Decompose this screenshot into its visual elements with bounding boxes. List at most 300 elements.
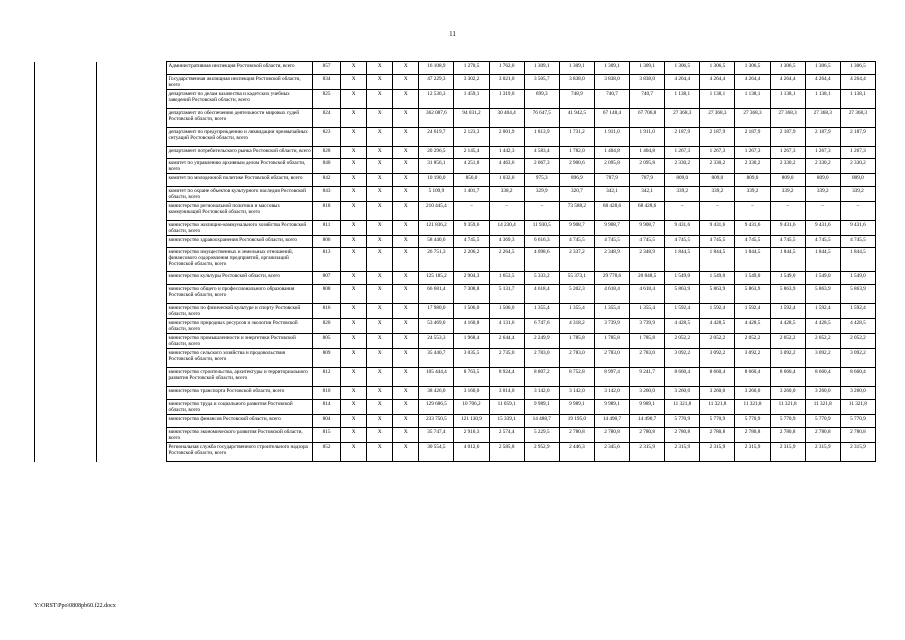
- x-mark-cell: X: [341, 334, 367, 349]
- year-value-cell: 8 660,4: [700, 368, 735, 387]
- year-value-cell: 1 401,7: [454, 187, 489, 202]
- year-value-cell: 4 264,4: [840, 75, 875, 90]
- year-value-cell: 2 348,9: [630, 248, 665, 272]
- year-value-cell: 1 404,8: [594, 147, 629, 159]
- year-value-cell: 4 745,5: [700, 236, 735, 248]
- year-value-cell: 1 138,1: [770, 90, 805, 109]
- department-name-cell: департамент по обеспечению деятельности мировых судей Ростовской области, всего: [167, 109, 313, 128]
- x-mark-cell: X: [341, 400, 367, 415]
- year-value-cell: 1 653,5: [489, 272, 524, 285]
- x-mark-cell: X: [341, 159, 367, 174]
- blank-cell: [97, 443, 167, 462]
- x-mark-cell: X: [341, 147, 367, 159]
- x-mark-cell: X: [367, 334, 393, 349]
- x-mark-cell: X: [393, 90, 419, 109]
- year-value-cell: 1 549,0: [770, 272, 805, 285]
- year-value-cell: 1 138,1: [840, 90, 875, 109]
- total-value-cell: 35 440,7: [419, 349, 454, 368]
- year-value-cell: 2 783,0: [559, 349, 594, 368]
- code-cell: 812: [312, 368, 340, 387]
- x-mark-cell: X: [393, 109, 419, 128]
- blank-cell: [97, 285, 167, 304]
- code-cell: 805: [312, 334, 340, 349]
- table-body: [35, 62, 876, 462]
- year-value-cell: –: [805, 202, 840, 221]
- blank-cell: [35, 285, 97, 304]
- blank-cell: [35, 334, 97, 349]
- x-mark-cell: X: [393, 387, 419, 400]
- year-value-cell: 3 142,0: [559, 387, 594, 400]
- year-value-cell: 4 318,2: [559, 319, 594, 334]
- year-value-cell: 2 780,8: [665, 428, 700, 443]
- year-value-cell: 9 989,1: [630, 400, 665, 415]
- x-mark-cell: X: [393, 319, 419, 334]
- blank-cell: [35, 187, 97, 202]
- year-value-cell: 3 092,2: [770, 349, 805, 368]
- blank-cell: [97, 109, 167, 128]
- year-value-cell: 11 321,8: [735, 400, 770, 415]
- code-cell: 823: [312, 128, 340, 147]
- x-mark-cell: X: [341, 368, 367, 387]
- year-value-cell: 5 863,9: [700, 285, 735, 304]
- x-mark-cell: X: [393, 334, 419, 349]
- blank-cell: [97, 272, 167, 285]
- department-name-cell: комитет по молодежной политике Ростовской области, всего: [167, 174, 313, 187]
- year-value-cell: 2 780,8: [700, 428, 735, 443]
- year-value-cell: 8 660,4: [840, 368, 875, 387]
- table-row: [35, 248, 876, 272]
- year-value-cell: 2 315,9: [700, 443, 735, 462]
- year-value-cell: 1 306,5: [665, 62, 700, 75]
- department-name-cell: министерство региональной политики и массовых коммуникаций Ростовской области, всего: [167, 202, 313, 221]
- year-value-cell: 2 264,5: [489, 248, 524, 272]
- year-value-cell: 5 770,9: [840, 415, 875, 428]
- blank-cell: [35, 75, 97, 90]
- year-value-cell: 5 770,9: [735, 415, 770, 428]
- table-row: [35, 75, 876, 90]
- year-value-cell: 699,3: [524, 90, 559, 109]
- x-mark-cell: X: [367, 387, 393, 400]
- x-mark-cell: X: [367, 147, 393, 159]
- x-mark-cell: X: [341, 236, 367, 248]
- code-cell: 840: [312, 159, 340, 174]
- year-value-cell: 27 368,3: [840, 109, 875, 128]
- year-value-cell: 11 321,8: [665, 400, 700, 415]
- year-value-cell: 6 616,3: [524, 236, 559, 248]
- year-value-cell: 975,3: [524, 174, 559, 187]
- year-value-cell: 9 989,1: [594, 400, 629, 415]
- x-mark-cell: X: [367, 415, 393, 428]
- year-value-cell: 4 618,4: [594, 285, 629, 304]
- table-row: [35, 415, 876, 428]
- year-value-cell: 1 267,3: [665, 147, 700, 159]
- year-value-cell: 1 785,8: [630, 334, 665, 349]
- year-value-cell: 94 031,2: [454, 109, 489, 128]
- blank-cell: [35, 368, 97, 387]
- total-value-cell: 5 109,9: [419, 187, 454, 202]
- year-value-cell: 3 260,0: [665, 387, 700, 400]
- year-value-cell: –: [524, 202, 559, 221]
- year-value-cell: 809,0: [840, 174, 875, 187]
- year-value-cell: 1 762,0: [489, 62, 524, 75]
- blank-cell: [35, 147, 97, 159]
- code-cell: 857: [312, 62, 340, 75]
- year-value-cell: 3 092,2: [665, 349, 700, 368]
- department-name-cell: департамент по предупреждению и ликвидации чрезвычайных ситуаций Ростовской области, всего: [167, 128, 313, 147]
- x-mark-cell: X: [367, 128, 393, 147]
- year-value-cell: 1 844,5: [805, 248, 840, 272]
- year-value-cell: 2 337,2: [559, 248, 594, 272]
- x-mark-cell: X: [367, 202, 393, 221]
- table-row: [35, 319, 876, 334]
- x-mark-cell: X: [367, 319, 393, 334]
- year-value-cell: 4 098,6: [524, 248, 559, 272]
- x-mark-cell: X: [341, 319, 367, 334]
- year-value-cell: 8 752,8: [559, 368, 594, 387]
- x-mark-cell: X: [393, 236, 419, 248]
- year-value-cell: 14 488,7: [524, 415, 559, 428]
- x-mark-cell: X: [393, 128, 419, 147]
- year-value-cell: 9 908,7: [559, 221, 594, 236]
- table-row: [35, 128, 876, 147]
- year-value-cell: 1 270,5: [454, 62, 489, 75]
- year-value-cell: 2 783,0: [630, 349, 665, 368]
- year-value-cell: 4 745,5: [454, 236, 489, 248]
- year-value-cell: 1 355,4: [630, 304, 665, 319]
- year-value-cell: 2 900,6: [559, 159, 594, 174]
- table-row: [35, 285, 876, 304]
- year-value-cell: 1 506,0: [489, 304, 524, 319]
- year-value-cell: 4 745,5: [735, 236, 770, 248]
- year-value-cell: 2 052,2: [770, 334, 805, 349]
- year-value-cell: 1 267,3: [735, 147, 770, 159]
- year-value-cell: 2 783,0: [524, 349, 559, 368]
- year-value-cell: 2 315,9: [665, 443, 700, 462]
- year-value-cell: 2 052,2: [735, 334, 770, 349]
- year-value-cell: 68 428,6: [594, 202, 629, 221]
- year-value-cell: 1 309,1: [630, 62, 665, 75]
- year-value-cell: 1 138,1: [805, 90, 840, 109]
- year-value-cell: 1 731,2: [559, 128, 594, 147]
- table-row: [35, 272, 876, 285]
- year-value-cell: 1 592,4: [770, 304, 805, 319]
- year-value-cell: 1 844,5: [700, 248, 735, 272]
- blank-cell: [35, 174, 97, 187]
- department-name-cell: министерство сельского хозяйства и продовольствия Ростовской области, всего: [167, 349, 313, 368]
- blank-cell: [35, 443, 97, 462]
- x-mark-cell: X: [341, 75, 367, 90]
- code-cell: 818: [312, 202, 340, 221]
- year-value-cell: 2 783,0: [594, 349, 629, 368]
- x-mark-cell: X: [367, 443, 393, 462]
- year-value-cell: 5 863,9: [770, 285, 805, 304]
- table-row: [35, 349, 876, 368]
- year-value-cell: 5 863,9: [805, 285, 840, 304]
- year-value-cell: 1 844,5: [735, 248, 770, 272]
- year-value-cell: 1 355,4: [594, 304, 629, 319]
- year-value-cell: 856,0: [454, 174, 489, 187]
- department-name-cell: министерство природных ресурсов и экологии Ростовской области, всего: [167, 319, 313, 334]
- year-value-cell: 5 770,9: [805, 415, 840, 428]
- code-cell: 828: [312, 147, 340, 159]
- year-value-cell: 76 647,5: [524, 109, 559, 128]
- x-mark-cell: X: [393, 248, 419, 272]
- year-value-cell: 2 904,3: [454, 272, 489, 285]
- x-mark-cell: X: [341, 62, 367, 75]
- x-mark-cell: X: [341, 90, 367, 109]
- year-value-cell: 1 911,0: [630, 128, 665, 147]
- year-value-cell: 2 348,9: [594, 248, 629, 272]
- year-value-cell: 68 428,6: [630, 202, 665, 221]
- year-value-cell: 2 780,8: [630, 428, 665, 443]
- year-value-cell: 1 459,1: [454, 90, 489, 109]
- blank-cell: [97, 202, 167, 221]
- year-value-cell: 4 251,8: [454, 159, 489, 174]
- x-mark-cell: X: [393, 400, 419, 415]
- x-mark-cell: X: [341, 285, 367, 304]
- blank-cell: [35, 319, 97, 334]
- year-value-cell: 2 780,8: [805, 428, 840, 443]
- year-value-cell: 2 330,2: [770, 159, 805, 174]
- x-mark-cell: X: [367, 159, 393, 174]
- code-cell: 816: [312, 304, 340, 319]
- year-value-cell: 2 916,3: [454, 428, 489, 443]
- x-mark-cell: X: [393, 147, 419, 159]
- year-value-cell: 2 315,9: [735, 443, 770, 462]
- total-value-cell: 26 751,3: [419, 248, 454, 272]
- blank-cell: [97, 128, 167, 147]
- x-mark-cell: X: [393, 187, 419, 202]
- year-value-cell: 2 315,9: [630, 443, 665, 462]
- year-value-cell: 1 813,9: [524, 128, 559, 147]
- x-mark-cell: X: [367, 174, 393, 187]
- year-value-cell: 9 989,1: [524, 400, 559, 415]
- code-cell: 804: [312, 415, 340, 428]
- year-value-cell: 9 431,6: [700, 221, 735, 236]
- x-mark-cell: X: [341, 187, 367, 202]
- page-number: 11: [449, 30, 456, 38]
- year-value-cell: 8 997,4: [594, 368, 629, 387]
- blank-cell: [35, 272, 97, 285]
- blank-cell: [35, 90, 97, 109]
- x-mark-cell: X: [367, 187, 393, 202]
- year-value-cell: 2 735,0: [489, 349, 524, 368]
- year-value-cell: 809,0: [665, 174, 700, 187]
- x-mark-cell: X: [367, 272, 393, 285]
- x-mark-cell: X: [341, 128, 367, 147]
- year-value-cell: 67 148,4: [594, 109, 629, 128]
- year-value-cell: 4 583,4: [524, 147, 559, 159]
- x-mark-cell: X: [393, 285, 419, 304]
- blank-cell: [35, 109, 97, 128]
- year-value-cell: 339,2: [665, 187, 700, 202]
- year-value-cell: 2 001,9: [489, 128, 524, 147]
- year-value-cell: 1 549,0: [700, 272, 735, 285]
- x-mark-cell: X: [341, 443, 367, 462]
- code-cell: 843: [312, 187, 340, 202]
- year-value-cell: 8 924,4: [489, 368, 524, 387]
- blank-cell: [97, 368, 167, 387]
- code-cell: 806: [312, 236, 340, 248]
- total-value-cell: 121 836,2: [419, 221, 454, 236]
- year-value-cell: 4 012,6: [454, 443, 489, 462]
- year-value-cell: –: [489, 202, 524, 221]
- year-value-cell: 2 052,2: [805, 334, 840, 349]
- blank-cell: [35, 387, 97, 400]
- year-value-cell: 3 739,9: [630, 319, 665, 334]
- x-mark-cell: X: [341, 428, 367, 443]
- year-value-cell: 1 442,3: [489, 147, 524, 159]
- year-value-cell: 2 446,3: [559, 443, 594, 462]
- blank-cell: [97, 387, 167, 400]
- year-value-cell: 3 021,0: [489, 75, 524, 90]
- code-cell: 842: [312, 174, 340, 187]
- table-row: [35, 428, 876, 443]
- department-name-cell: министерство по физической культуре и спорту Ростовской области, всего: [167, 304, 313, 319]
- table-row: [35, 159, 876, 174]
- year-value-cell: 4 745,5: [770, 236, 805, 248]
- total-value-cell: 20 296,5: [419, 147, 454, 159]
- year-value-cell: 3 260,0: [630, 387, 665, 400]
- year-value-cell: 4 463,6: [489, 159, 524, 174]
- year-value-cell: 1 267,3: [840, 147, 875, 159]
- blank-cell: [97, 319, 167, 334]
- year-value-cell: –: [665, 202, 700, 221]
- year-value-cell: 1 355,4: [524, 304, 559, 319]
- year-value-cell: 3 302,2: [454, 75, 489, 90]
- year-value-cell: 4 745,5: [559, 236, 594, 248]
- year-value-cell: 3 260,0: [840, 387, 875, 400]
- table-row: [35, 221, 876, 236]
- blank-cell: [35, 349, 97, 368]
- year-value-cell: 2 249,9: [524, 334, 559, 349]
- x-mark-cell: X: [341, 304, 367, 319]
- year-value-cell: 1 592,4: [735, 304, 770, 319]
- year-value-cell: 1 032,0: [489, 174, 524, 187]
- total-value-cell: 35 747,4: [419, 428, 454, 443]
- year-value-cell: 809,0: [770, 174, 805, 187]
- year-value-cell: 2 315,9: [805, 443, 840, 462]
- total-value-cell: 24 553,3: [419, 334, 454, 349]
- year-value-cell: 55 373,1: [559, 272, 594, 285]
- year-value-cell: 1 592,4: [805, 304, 840, 319]
- year-value-cell: 3 838,0: [630, 75, 665, 90]
- year-value-cell: 3 838,0: [594, 75, 629, 90]
- year-value-cell: 4 745,5: [594, 236, 629, 248]
- year-value-cell: 11 059,1: [489, 400, 524, 415]
- year-value-cell: 2 315,9: [770, 443, 805, 462]
- year-value-cell: 4 264,4: [805, 75, 840, 90]
- year-value-cell: –: [700, 202, 735, 221]
- total-value-cell: 129 686,5: [419, 400, 454, 415]
- year-value-cell: 3 260,0: [805, 387, 840, 400]
- department-name-cell: министерство промышленности и энергетики Ростовской области, всего: [167, 334, 313, 349]
- department-name-cell: министерство строительства, архитектуры и территориального развития Ростовской области, всего: [167, 368, 313, 387]
- year-value-cell: 27 368,3: [735, 109, 770, 128]
- x-mark-cell: X: [393, 75, 419, 90]
- x-mark-cell: X: [393, 221, 419, 236]
- year-value-cell: 2 095,8: [630, 159, 665, 174]
- year-value-cell: 30 404,4: [489, 109, 524, 128]
- blank-cell: [97, 236, 167, 248]
- year-value-cell: 4 264,4: [700, 75, 735, 90]
- department-name-cell: департамент потребительского рынка Ростовской области, всего: [167, 147, 313, 159]
- year-value-cell: 19 195,0: [559, 415, 594, 428]
- department-name-cell: департамент по делам казачества и кадетских учебных заведений Ростовской области, всего: [167, 90, 313, 109]
- year-value-cell: 4 264,4: [735, 75, 770, 90]
- code-cell: 815: [312, 428, 340, 443]
- year-value-cell: 3 260,0: [770, 387, 805, 400]
- year-value-cell: 7 308,8: [454, 285, 489, 304]
- blank-cell: [97, 400, 167, 415]
- year-value-cell: 740,7: [630, 90, 665, 109]
- blank-cell: [35, 221, 97, 236]
- blank-cell: [97, 415, 167, 428]
- year-value-cell: –: [840, 202, 875, 221]
- year-value-cell: 9 359,6: [454, 221, 489, 236]
- year-value-cell: 2 780,8: [840, 428, 875, 443]
- year-value-cell: 4 264,4: [665, 75, 700, 90]
- table-row: [35, 334, 876, 349]
- blank-cell: [97, 174, 167, 187]
- blank-cell: [35, 62, 97, 75]
- year-value-cell: 5 863,9: [840, 285, 875, 304]
- blank-cell: [97, 90, 167, 109]
- year-value-cell: 2 187,9: [735, 128, 770, 147]
- year-value-cell: 2 330,2: [735, 159, 770, 174]
- total-value-cell: 31 856,1: [419, 159, 454, 174]
- year-value-cell: 4 745,5: [805, 236, 840, 248]
- year-value-cell: –: [770, 202, 805, 221]
- blank-cell: [35, 236, 97, 248]
- year-value-cell: 2 095,8: [594, 159, 629, 174]
- x-mark-cell: X: [341, 415, 367, 428]
- year-value-cell: 1 549,0: [805, 272, 840, 285]
- total-value-cell: 362 087,6: [419, 109, 454, 128]
- year-value-cell: 2 780,8: [594, 428, 629, 443]
- x-mark-cell: X: [367, 368, 393, 387]
- year-value-cell: 5 202,3: [559, 285, 594, 304]
- year-value-cell: 1 592,4: [700, 304, 735, 319]
- year-value-cell: 8 660,4: [805, 368, 840, 387]
- blank-cell: [97, 62, 167, 75]
- table-row: [35, 304, 876, 319]
- year-value-cell: 1 549,0: [665, 272, 700, 285]
- year-value-cell: 2 574,4: [489, 428, 524, 443]
- year-value-cell: 6 747,6: [524, 319, 559, 334]
- year-value-cell: 4 618,4: [524, 285, 559, 304]
- code-cell: 807: [312, 272, 340, 285]
- blank-cell: [97, 159, 167, 174]
- year-value-cell: 1 267,3: [805, 147, 840, 159]
- code-cell: 814: [312, 400, 340, 415]
- blank-cell: [97, 304, 167, 319]
- x-mark-cell: X: [393, 428, 419, 443]
- year-value-cell: 339,2: [805, 187, 840, 202]
- year-value-cell: 1 844,5: [770, 248, 805, 272]
- blank-cell: [35, 304, 97, 319]
- blank-cell: [97, 187, 167, 202]
- year-value-cell: 2 345,6: [594, 443, 629, 462]
- year-value-cell: 2 330,2: [805, 159, 840, 174]
- year-value-cell: 15 339,1: [489, 415, 524, 428]
- x-mark-cell: X: [367, 349, 393, 368]
- x-mark-cell: X: [367, 109, 393, 128]
- x-mark-cell: X: [367, 236, 393, 248]
- blank-cell: [97, 248, 167, 272]
- year-value-cell: 11 930,5: [524, 221, 559, 236]
- total-value-cell: 38 426,0: [419, 387, 454, 400]
